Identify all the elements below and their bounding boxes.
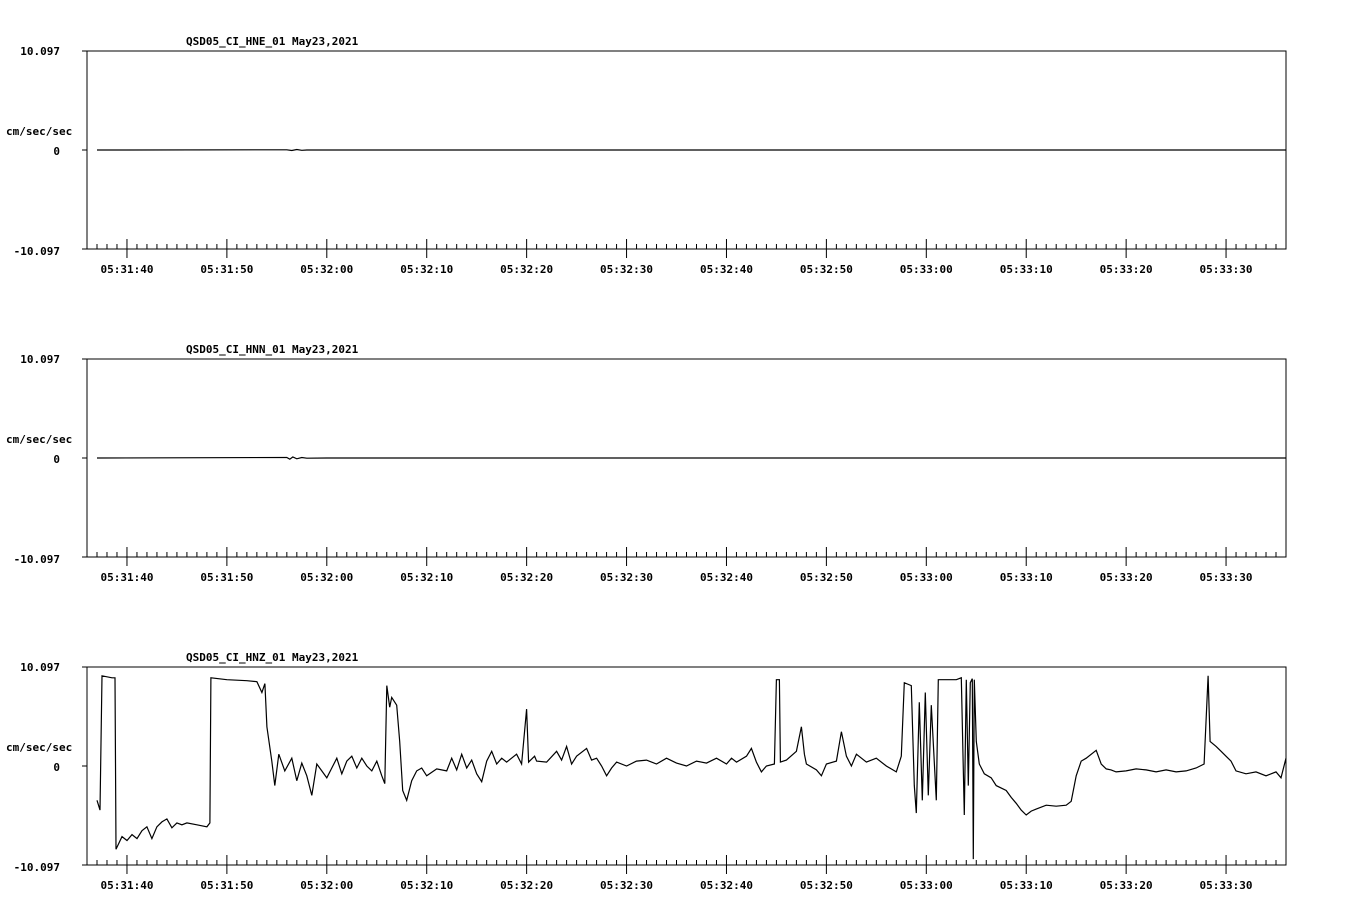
x-tick-label: 05:32:30 bbox=[600, 879, 654, 892]
x-tick-label: 05:33:30 bbox=[1199, 879, 1253, 892]
x-tick-label: 05:31:50 bbox=[200, 879, 254, 892]
x-tick-label: 05:33:10 bbox=[999, 879, 1053, 892]
x-tick-label: 05:32:20 bbox=[500, 879, 554, 892]
y-tick-zero-hnn: 0 bbox=[53, 453, 60, 466]
x-tick-label: 05:32:10 bbox=[400, 571, 454, 584]
x-tick-label: 05:31:40 bbox=[100, 879, 154, 892]
x-tick-label: 05:32:30 bbox=[600, 571, 654, 584]
panel-title-hnn: QSD05_CI_HNN_01 May23,2021 bbox=[186, 343, 359, 356]
x-tick-label: 05:33:00 bbox=[899, 263, 953, 276]
x-tick-label: 05:33:20 bbox=[1099, 571, 1153, 584]
y-axis-label-hnn: cm/sec/sec bbox=[6, 433, 73, 446]
x-tick-label: 05:32:40 bbox=[699, 571, 753, 584]
x-tick-label: 05:33:30 bbox=[1199, 263, 1253, 276]
x-tick-label: 05:32:50 bbox=[799, 263, 853, 276]
x-tick-label: 05:31:40 bbox=[100, 571, 154, 584]
x-tick-label: 05:31:50 bbox=[200, 263, 254, 276]
x-tick-label: 05:32:40 bbox=[699, 263, 753, 276]
y-tick-min-hnz: -10.097 bbox=[13, 861, 60, 874]
x-tick-label: 05:32:10 bbox=[400, 263, 454, 276]
y-axis-label-hne: cm/sec/sec bbox=[6, 125, 73, 138]
panel-hnn bbox=[6, 343, 1286, 584]
panel-hne bbox=[6, 35, 1286, 276]
x-tick-label: 05:32:00 bbox=[300, 571, 354, 584]
x-tick-label: 05:33:00 bbox=[899, 571, 953, 584]
y-tick-max-hne: 10.097 bbox=[20, 45, 60, 58]
y-tick-zero-hnz: 0 bbox=[53, 761, 60, 774]
y-tick-min-hne: -10.097 bbox=[13, 245, 60, 258]
waveform-trace bbox=[97, 676, 1286, 859]
x-tick-label: 05:32:40 bbox=[699, 879, 753, 892]
x-tick-label: 05:32:20 bbox=[500, 571, 554, 584]
x-tick-label: 05:31:40 bbox=[100, 263, 154, 276]
x-tick-label: 05:33:20 bbox=[1099, 263, 1153, 276]
x-tick-label: 05:32:50 bbox=[799, 879, 853, 892]
y-tick-min-hnn: -10.097 bbox=[13, 553, 60, 566]
panel-hnz bbox=[6, 651, 1286, 892]
x-tick-label: 05:32:10 bbox=[400, 879, 454, 892]
x-tick-label: 05:32:00 bbox=[300, 263, 354, 276]
x-tick-label: 05:33:10 bbox=[999, 263, 1053, 276]
y-axis-label-hnz: cm/sec/sec bbox=[6, 741, 73, 754]
x-tick-label: 05:33:10 bbox=[999, 571, 1053, 584]
y-tick-max-hnz: 10.097 bbox=[20, 661, 60, 674]
x-tick-label: 05:32:50 bbox=[799, 571, 853, 584]
panel-title-hne: QSD05_CI_HNE_01 May23,2021 bbox=[186, 35, 359, 48]
x-tick-label: 05:32:20 bbox=[500, 263, 554, 276]
x-tick-label: 05:33:30 bbox=[1199, 571, 1253, 584]
waveform-trace bbox=[97, 457, 1286, 459]
x-tick-label: 05:33:00 bbox=[899, 879, 953, 892]
panel-title-hnz: QSD05_CI_HNZ_01 May23,2021 bbox=[186, 651, 359, 664]
x-tick-label: 05:32:30 bbox=[600, 263, 654, 276]
y-tick-zero-hne: 0 bbox=[53, 145, 60, 158]
y-tick-max-hnn: 10.097 bbox=[20, 353, 60, 366]
waveform-trace bbox=[97, 150, 1286, 151]
x-tick-label: 05:32:00 bbox=[300, 879, 354, 892]
x-tick-label: 05:33:20 bbox=[1099, 879, 1153, 892]
x-tick-label: 05:31:50 bbox=[200, 571, 254, 584]
